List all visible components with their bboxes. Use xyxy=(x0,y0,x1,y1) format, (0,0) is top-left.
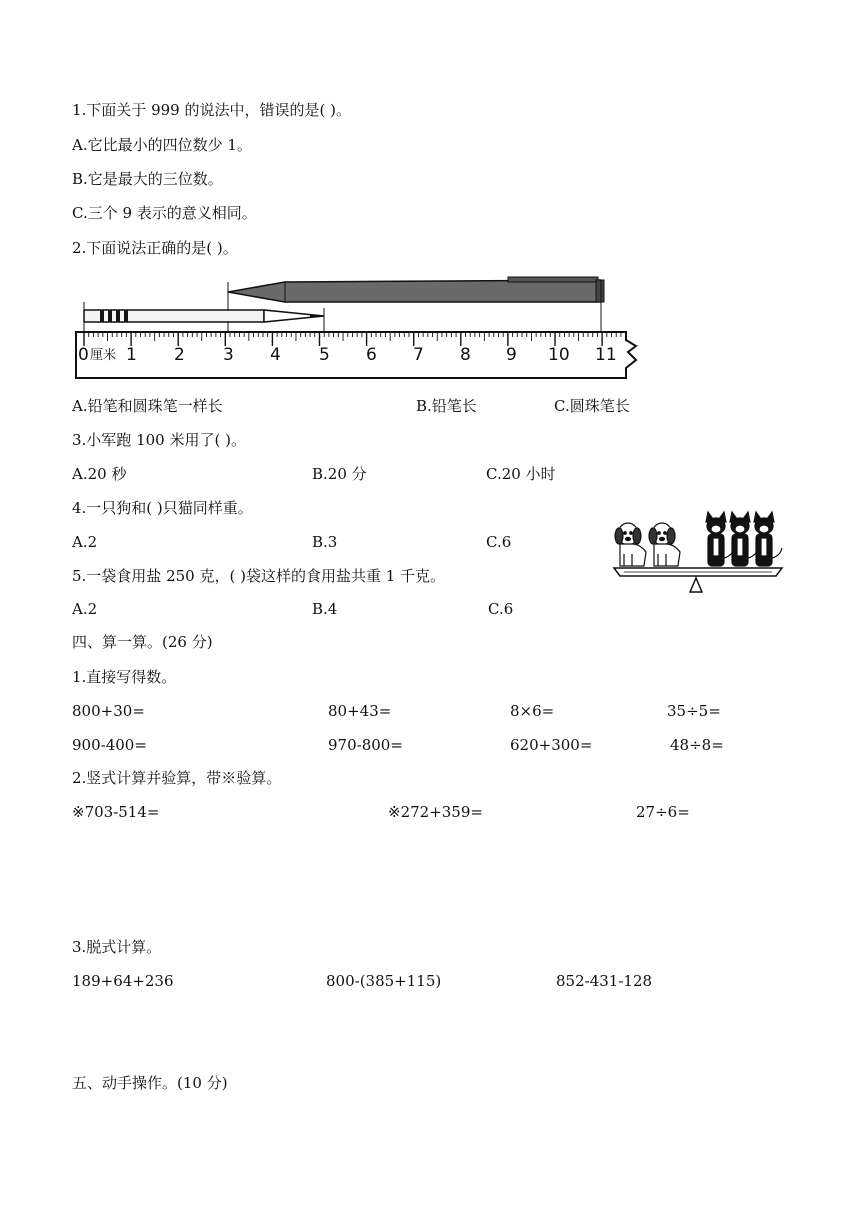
ruler-label-2: 2 xyxy=(174,345,185,365)
q1-stem: 1.下面关于 999 的说法中，错误的是( )。 xyxy=(72,101,351,119)
ruler-label-unit: 厘米 xyxy=(90,348,117,363)
q3-option-a: A.20 秒 xyxy=(72,465,127,483)
section4-q1-stem: 1.直接写得数。 xyxy=(72,668,177,686)
q3-option-b: B.20 分 xyxy=(312,465,367,483)
q4-option-b: B.3 xyxy=(312,533,338,551)
q5-stem: 5.一袋食用盐 250 克，( )袋这样的食用盐共重 1 千克。 xyxy=(72,567,446,585)
q4-option-a: A.2 xyxy=(72,533,98,551)
mental-calc-5: 900-400= xyxy=(72,736,147,754)
ruler-label-10: 10 xyxy=(548,345,570,365)
ruler-label-4: 4 xyxy=(270,345,281,365)
vertical-calc-3: 27÷6= xyxy=(636,803,690,821)
mental-calc-3: 8×6= xyxy=(510,702,555,720)
ruler-label-1: 1 xyxy=(126,345,137,365)
cat-icon xyxy=(754,512,782,566)
mental-calc-4: 35÷5= xyxy=(667,702,721,720)
ruler-label-7: 7 xyxy=(413,345,424,365)
q1-option-c: C.三个 9 表示的意义相同。 xyxy=(72,204,257,222)
q2-stem: 2.下面说法正确的是( )。 xyxy=(72,239,238,257)
q5-option-c: C.6 xyxy=(488,600,514,618)
stepwise-calc-3: 852-431-128 xyxy=(556,972,653,990)
ballpoint-pen-icon xyxy=(228,277,604,332)
q3-option-c: C.20 小时 xyxy=(486,465,556,483)
q2-option-a: A.铅笔和圆珠笔一样长 xyxy=(72,397,223,415)
section4-q2-stem: 2.竖式计算并验算，带※验算。 xyxy=(72,769,282,787)
q4-stem: 4.一只狗和( )只猫同样重。 xyxy=(72,499,253,517)
q1-option-a: A.它比最小的四位数少 1。 xyxy=(72,136,252,154)
ruler-label-9: 9 xyxy=(506,345,517,365)
q4-option-c: C.6 xyxy=(486,533,512,551)
q3-stem: 3.小军跑 100 米用了( )。 xyxy=(72,431,246,449)
ruler-label-3: 3 xyxy=(223,345,234,365)
ruler-label-11: 11 xyxy=(595,345,617,365)
mental-calc-7: 620+300= xyxy=(510,736,593,754)
dog-icon xyxy=(615,523,646,566)
vertical-calc-2: ※272+359= xyxy=(388,803,483,821)
q2-option-b: B.铅笔长 xyxy=(416,397,477,415)
vertical-calc-1: ※703-514= xyxy=(72,803,160,821)
mental-calc-6: 970-800= xyxy=(328,736,403,754)
q2-option-c: C.圆珠笔长 xyxy=(554,397,630,415)
balance-dogs-cats-figure xyxy=(610,508,788,600)
q1-option-b: B.它是最大的三位数。 xyxy=(72,170,223,188)
ruler-label-8: 8 xyxy=(460,345,471,365)
stepwise-calc-1: 189+64+236 xyxy=(72,972,174,990)
section4-title: 四、算一算。(26 分) xyxy=(72,633,213,651)
mental-calc-1: 800+30= xyxy=(72,702,145,720)
ruler-label-5: 5 xyxy=(319,345,330,365)
q5-option-b: B.4 xyxy=(312,600,338,618)
ruler-pencil-pen-figure xyxy=(70,270,650,385)
section5-title: 五、动手操作。(10 分) xyxy=(72,1074,228,1092)
q5-option-a: A.2 xyxy=(72,600,98,618)
pencil-icon xyxy=(84,302,324,332)
stepwise-calc-2: 800-(385+115) xyxy=(326,972,442,990)
ruler-label-6: 6 xyxy=(366,345,377,365)
dog-icon xyxy=(649,523,680,566)
mental-calc-2: 80+43= xyxy=(328,702,392,720)
section4-q3-stem: 3.脱式计算。 xyxy=(72,938,162,956)
ruler-label-0: 0 xyxy=(78,345,89,365)
mental-calc-8: 48÷8= xyxy=(670,736,724,754)
